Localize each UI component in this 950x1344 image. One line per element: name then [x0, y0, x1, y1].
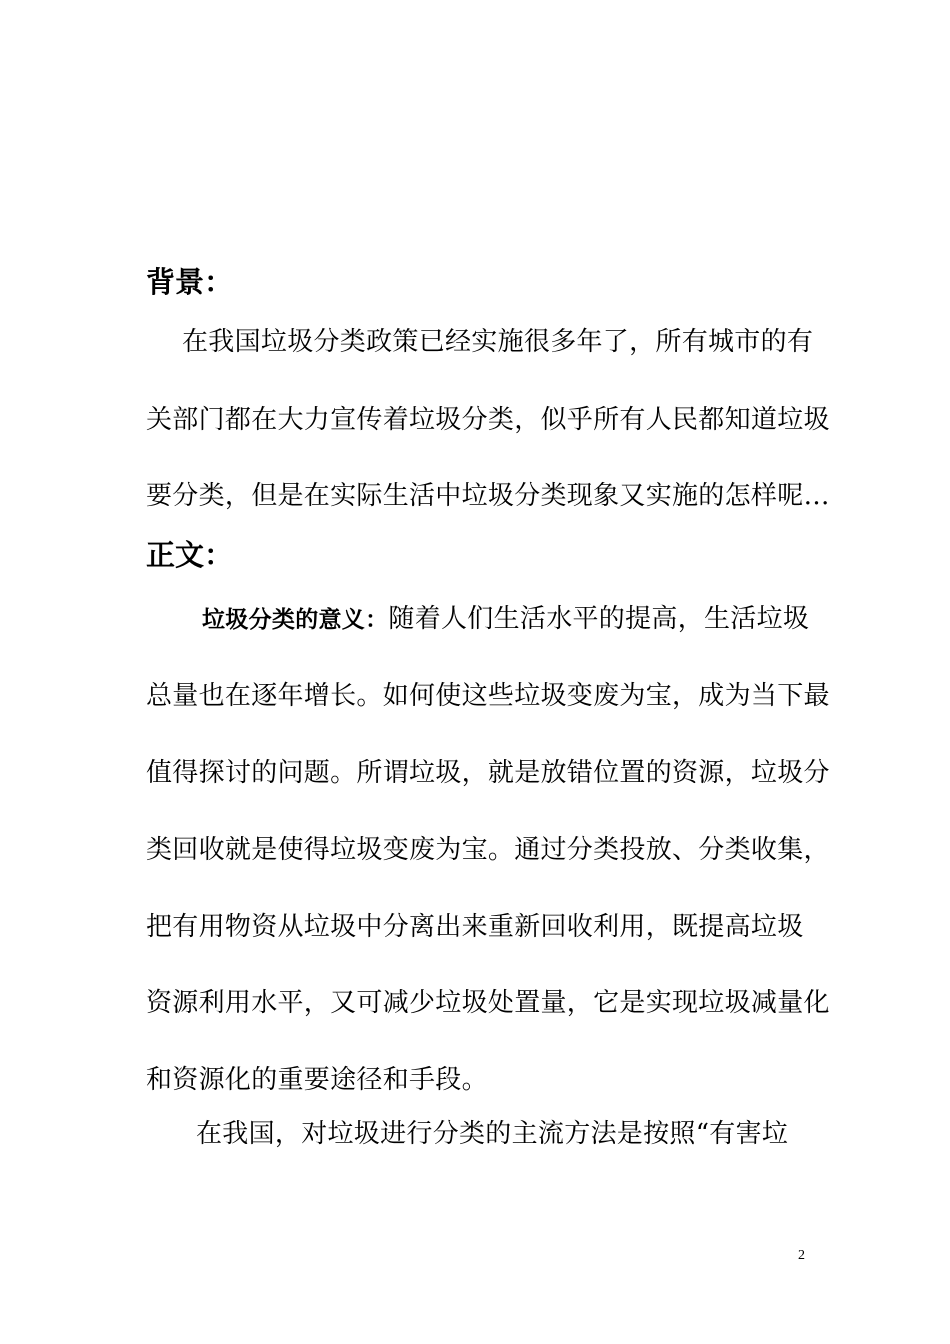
significance-line-5: 把有用物资从垃圾中分离出来重新回收利用，既提高垃圾 [146, 912, 804, 942]
significance-line-1 [202, 599, 810, 640]
body-heading: 正文： [146, 538, 234, 572]
significance-line-1-text: 随着人们生活水平的提高，生活垃圾 [388, 604, 810, 634]
significance-line-6: 资源利用水平，又可减少垃圾处置量，它是实现垃圾减量化 [146, 988, 830, 1018]
significance-line-2: 总量也在逐年增长。如何使这些垃圾变废为宝，成为当下最 [146, 681, 830, 711]
background-line-1: 在我国垃圾分类政策已经实施很多年了，所有城市的有 [182, 327, 814, 357]
background-line-3: 要分类，但是在实际生活中垃圾分类现象又实施的怎样呢… [146, 481, 830, 511]
paragraph-line-last: 在我国，对垃圾进行分类的主流方法是按照“有害垃 [196, 1119, 789, 1149]
significance-line-7: 和资源化的重要途径和手段。 [146, 1065, 488, 1095]
background-line-2: 关部门都在大力宣传着垃圾分类，似乎所有人民都知道垃圾 [146, 405, 830, 435]
significance-line-3: 值得探讨的问题。所谓垃圾，就是放错位置的资源，垃圾分 [146, 758, 830, 788]
page-number: 2 [798, 1248, 805, 1263]
background-heading: 背景： [146, 265, 234, 299]
significance-lead: 垃圾分类的意义： [202, 607, 389, 633]
significance-line-4: 类回收就是使得垃圾变废为宝。通过分类投放、分类收集， [146, 835, 830, 865]
